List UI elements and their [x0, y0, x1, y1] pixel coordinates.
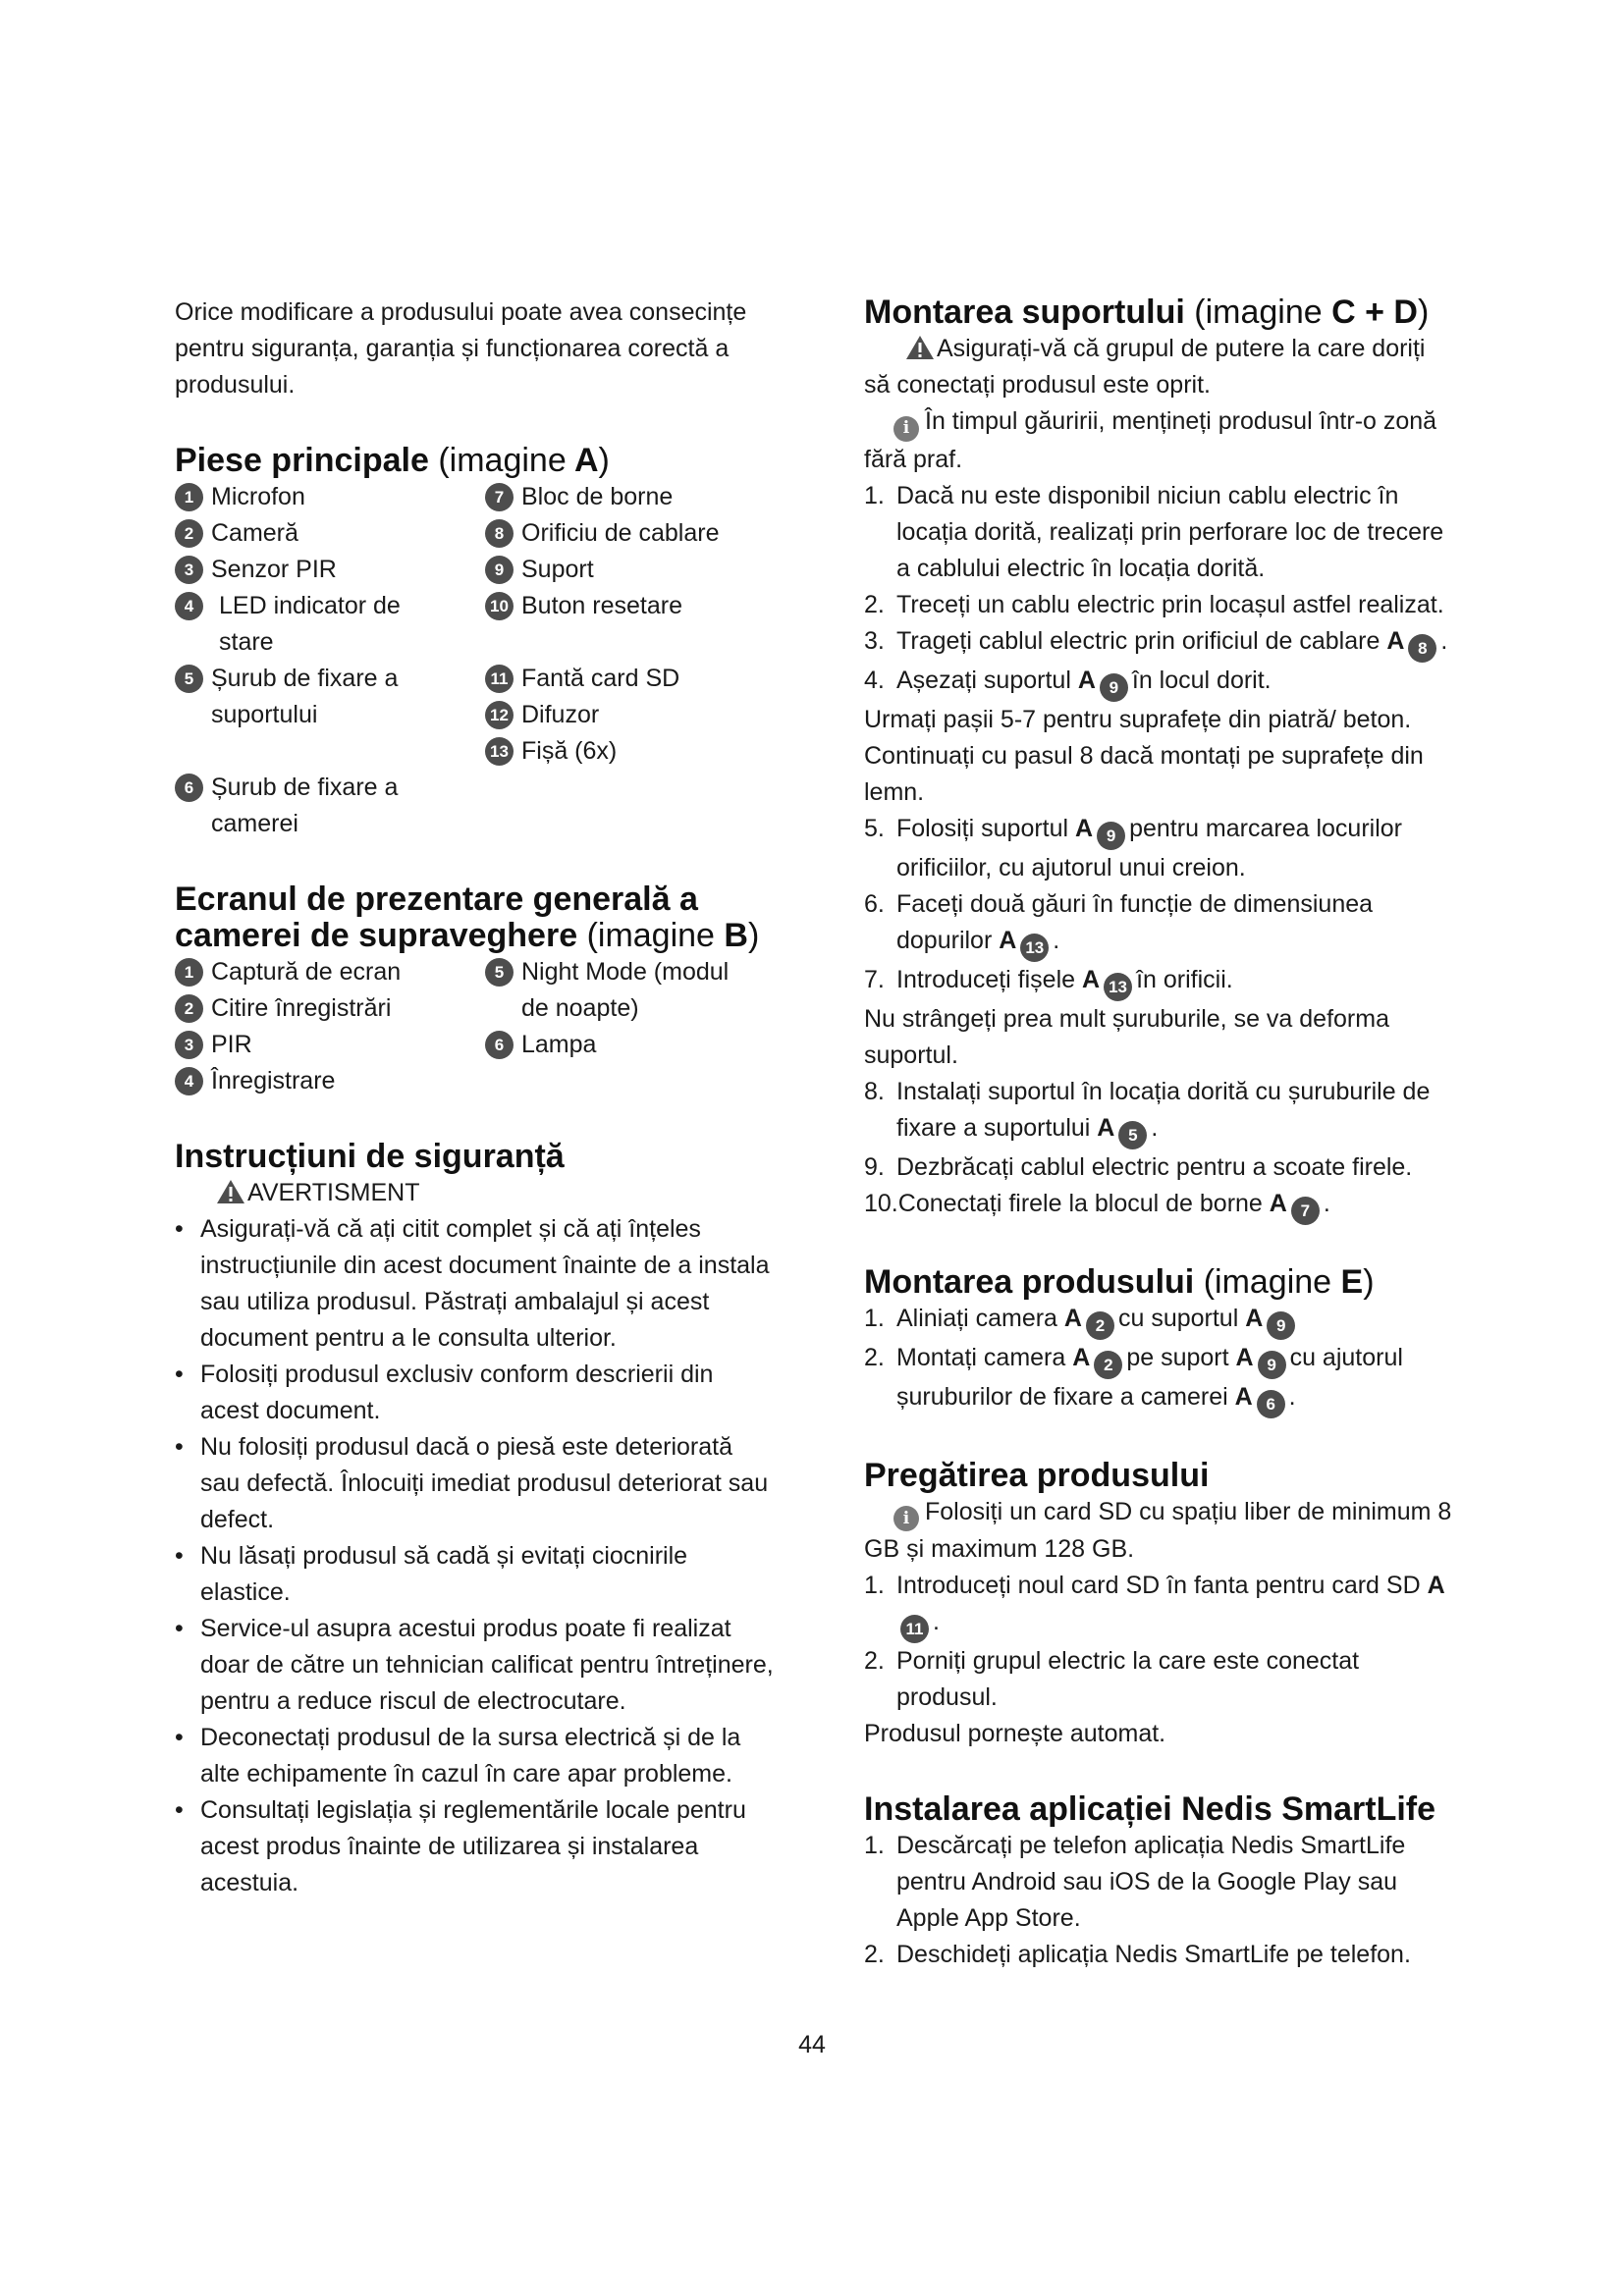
- screen-overview-list: [175, 954, 776, 1099]
- list-item: 9. Dezbrăcați cablul electric pentru a scoate firele.: [864, 1152, 1413, 1181]
- right-column: [864, 294, 1453, 1973]
- list-item: 7. Introduceți fișele A 13 în orificii.: [864, 962, 1453, 1001]
- section-title-aplicatie: Instalarea aplicației Nedis SmartLife: [864, 1790, 1436, 1828]
- warning-triangle-icon: [216, 1178, 245, 1205]
- part-item: 5 Șurub de fixare a suportului: [175, 661, 485, 770]
- list-item: 2. Porniți grupul electric la care este conectat produsul.: [864, 1647, 1360, 1711]
- warning-heading: AVERTISMENT: [175, 1175, 776, 1211]
- list-item: • Asigurați-vă că ați citit complet și că ați înțeles instrucțiunile din acest document înainte de a instala sau utiliza produsul. Păstrați ambalajul și acest document pentru a le consulta ulterior.: [175, 1215, 770, 1352]
- section-montare-produs: [864, 1264, 1453, 1418]
- part-item: 1 Microfon: [175, 479, 485, 515]
- section-title-montare-suport: Montarea suportului (imagine C + D): [864, 294, 1430, 331]
- list-item: 6. Faceți două găuri în funcție de dimensiunea dopurilor A 13 .: [864, 886, 1453, 962]
- part-item: 6 Șurub de fixare a camerei: [175, 770, 485, 842]
- steps-pregatire: [864, 1568, 1453, 1752]
- info-circle-icon: i: [893, 1506, 919, 1531]
- list-item: 1. Dacă nu este disponibil niciun cablu electric în locația dorită, realizați prin perforare loc de trecere a cablului electric în locația dorită.: [864, 481, 1444, 582]
- note-text: Produsul pornește automat.: [864, 1720, 1166, 1747]
- parts-list: [175, 479, 776, 842]
- screen-item: 3 PIR: [175, 1027, 485, 1063]
- steps-montare-produs: [864, 1301, 1453, 1418]
- part-item: 7 Bloc de borne: [485, 479, 776, 515]
- info-note: i În timpul găuririi, mențineți produsul într-o zonă fără praf.: [864, 407, 1437, 473]
- part-item: 10 Buton resetare: [485, 588, 776, 661]
- list-item: 1. Introduceți noul card SD în fanta pentru card SD A11 .: [864, 1568, 1453, 1643]
- warning-triangle-icon: [905, 334, 935, 361]
- screen-item: 5 Night Mode (modul de noapte): [485, 954, 776, 1027]
- part-item: 9 Suport: [485, 552, 776, 588]
- list-item: 5. Folosiți suportul A 9 pentru marcarea locurilor orificiilor, cu ajutorul unui creion.: [864, 814, 1402, 881]
- list-item: 8. Instalați suportul în locația dorită cu șuruburile de fixare a suportului A 5 .: [864, 1074, 1453, 1149]
- section-title-montare-produs: Montarea produsului (imagine E): [864, 1262, 1375, 1301]
- list-item: 1. Aliniați camera A 2 cu suportul A 9: [864, 1301, 1453, 1340]
- section-title-ecran: Ecranul de prezentare generală a camerei de supraveghere (imagine B): [175, 881, 760, 954]
- part-item: 11 Fantă card SD 12 Difuzor 13 Fișă (6x): [485, 661, 776, 770]
- part-item: 8 Orificiu de cablare: [485, 515, 776, 552]
- note-text: Urmați pașii 5-7 pentru suprafețe din piatră/ beton.: [864, 705, 1412, 733]
- warning-note: Asigurați-vă că grupul de putere la care doriți să conectați produsul este oprit.: [864, 335, 1426, 399]
- list-item: 2. Montați camera A 2 pe suport A 9 cu ajutorul șuruburilor de fixare a camerei A 6 .: [864, 1340, 1453, 1418]
- intro-paragraph: Orice modificare a produsului poate avea consecințe pentru siguranța, garanția și funcționarea corectă a produsului.: [175, 298, 747, 399]
- part-item: 2 Cameră: [175, 515, 485, 552]
- section-aplicatie: [864, 1791, 1453, 1973]
- steps-montare-suport: [864, 478, 1453, 1225]
- section-ecran: [175, 881, 776, 1099]
- list-item: 2. Deschideți aplicația Nedis SmartLife pe telefon.: [864, 1941, 1411, 1968]
- screen-item: 6 Lampa: [485, 1027, 776, 1063]
- info-note: i Folosiți un card SD cu spațiu liber de minimum 8 GB și maximum 128 GB.: [864, 1497, 1452, 1563]
- list-item: 2. Treceți un cablu electric prin locașul astfel realizat.: [864, 590, 1444, 618]
- note-text: Continuați cu pasul 8 dacă montați pe suprafețe din lemn.: [864, 741, 1424, 806]
- note-text: Nu strângeți prea mult șuruburile, se va deforma suportul.: [864, 1004, 1389, 1069]
- list-item: • Nu folosiți produsul dacă o piesă este deteriorată sau defectă. Înlocuiți imediat produsul deteriorat sau defect.: [175, 1433, 769, 1533]
- section-title-piese: Piese principale (imagine A): [175, 442, 610, 479]
- list-item: • Service-ul asupra acestui produs poate fi realizat doar de către un tehnician calificat pentru întreținere, pentru a reduce riscul de electrocutare.: [175, 1615, 774, 1715]
- section-piese: [175, 443, 776, 842]
- list-item: • Consultați legislația și reglementările locale pentru acest produs înainte de utilizarea și instalarea acestuia.: [175, 1796, 746, 1896]
- list-item: 1. Descărcați pe telefon aplicația Nedis SmartLife pentru Android sau iOS de la Google Play sau Apple App Store.: [864, 1832, 1406, 1932]
- screen-item: 1 Captură de ecran: [175, 954, 485, 990]
- part-item: 4 LED indicator de stare: [175, 588, 485, 661]
- list-item: • Folosiți produsul exclusiv conform descrierii din acest document.: [175, 1361, 714, 1424]
- section-siguranta: [175, 1139, 776, 1901]
- list-item: • Nu lăsați produsul să cadă și evitați ciocnirile elastice.: [175, 1542, 688, 1606]
- section-title-pregatire: Pregătirea produsului: [864, 1456, 1210, 1494]
- screen-item: 4 Înregistrare: [175, 1063, 485, 1099]
- page-number: 44: [798, 2031, 826, 2058]
- section-title-siguranta: Instrucțiuni de siguranță: [175, 1138, 565, 1175]
- safety-bullets: [175, 1211, 776, 1901]
- section-montare-suport: [864, 294, 1453, 1225]
- list-item: • Deconectați produsul de la sursa electrică și de la alte echipamente în cazul în care apar probleme.: [175, 1724, 741, 1788]
- section-pregatire: [864, 1458, 1453, 1753]
- screen-item: 2 Citire înregistrări: [175, 990, 485, 1027]
- list-item: 3. Trageți cablul electric prin orificiul de cablare A 8 .: [864, 623, 1453, 663]
- steps-aplicatie: [864, 1828, 1453, 1973]
- part-item: 3 Senzor PIR: [175, 552, 485, 588]
- left-column: [175, 294, 776, 1901]
- list-item: 10. Conectați firele la blocul de borne A 7 .: [864, 1186, 1453, 1225]
- list-item: 4. Așezați suportul A 9 în locul dorit.: [864, 663, 1453, 702]
- info-circle-icon: i: [893, 416, 919, 442]
